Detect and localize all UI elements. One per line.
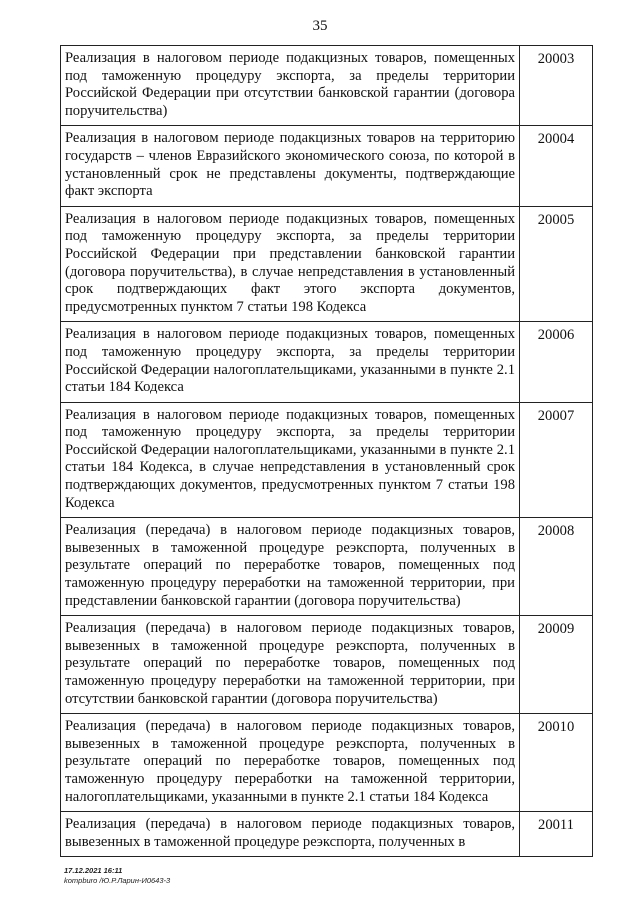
- row-description: Реализация (передача) в налоговом периоде подакцизных товаров, вывезенных в таможенной процедуре реэкспорта, полученных в результате операций по переработке товаров, помещенных под таможенную процедуру переработки на таможенной территории, при представлении банковской гарантии (договора поручительства): [61, 518, 520, 616]
- codes-table: [60, 45, 593, 857]
- row-code: 20003: [520, 46, 593, 126]
- row-code: 20004: [520, 126, 593, 206]
- row-description: Реализация в налоговом периоде подакцизных товаров, помещенных под таможенную процедуру экспорта, за пределы территории Российской Федерации налогоплательщиками, указанными в пункте 2.1 статьи 184 Кодекса, в случае непредставления в установленный срок подтверждающих документов, предусмотренных пунктом 7 статьи 198 Кодекса: [61, 402, 520, 518]
- table-row: [61, 46, 593, 126]
- print-footer: [64, 866, 170, 886]
- table-row: [61, 206, 593, 322]
- table-row: [61, 812, 593, 857]
- row-description: Реализация в налоговом периоде подакцизных товаров, помещенных под таможенную процедуру экспорта, за пределы территории Российской Федерации при представлении банковской гарантии (договора поручительства), в случае непредставления в установленный срок подтверждающих факт этого экспорта документов, предусмотренных пунктом 7 статьи 198 Кодекса: [61, 206, 520, 322]
- print-timestamp: 17.12.2021 16:11: [64, 866, 123, 875]
- row-code: 20006: [520, 322, 593, 402]
- table-row: [61, 126, 593, 206]
- row-code: 20010: [520, 714, 593, 812]
- table-row: [61, 322, 593, 402]
- row-description: Реализация в налоговом периоде подакцизных товаров, помещенных под таможенную процедуру экспорта, за пределы территории Российской Федерации налогоплательщиками, указанными в пункте 2.1 статьи 184 Кодекса: [61, 322, 520, 402]
- row-code: 20011: [520, 812, 593, 857]
- table-row: [61, 714, 593, 812]
- row-code: 20005: [520, 206, 593, 322]
- row-code: 20007: [520, 402, 593, 518]
- row-description: Реализация (передача) в налоговом периоде подакцизных товаров, вывезенных в таможенной процедуре реэкспорта, полученных в результате операций по переработке товаров, помещенных под таможенную процедуру переработки на таможенной территории, при отсутствии банковской гарантии (договора поручительства): [61, 616, 520, 714]
- table-row: [61, 518, 593, 616]
- row-description: Реализация (передача) в налоговом периоде подакцизных товаров, вывезенных в таможенной процедуре реэкспорта, полученных в: [61, 812, 520, 857]
- table-row: [61, 616, 593, 714]
- table-row: [61, 402, 593, 518]
- row-code: 20009: [520, 616, 593, 714]
- print-stamp: kompburo /Ю.Р.Ларин-И0643-3: [64, 876, 171, 885]
- page-number: 35: [312, 18, 328, 34]
- row-code: 20008: [520, 518, 593, 616]
- row-description: Реализация в налоговом периоде подакцизных товаров на территорию государств – членов Евразийского экономического союза, по которой в установленный срок не представлены документы, подтверждающие факт экспорта: [61, 126, 520, 206]
- row-description: Реализация в налоговом периоде подакцизных товаров, помещенных под таможенную процедуру экспорта, за пределы территории Российской Федерации при отсутствии банковской гарантии (договора поручительства): [61, 46, 520, 126]
- row-description: Реализация (передача) в налоговом периоде подакцизных товаров, вывезенных в таможенной процедуре реэкспорта, полученных в результате операций по переработке товаров, помещенных под таможенную процедуру переработки на таможенной территории, налогоплательщиками, указанными в пункте 2.1 статьи 184 Кодекса: [61, 714, 520, 812]
